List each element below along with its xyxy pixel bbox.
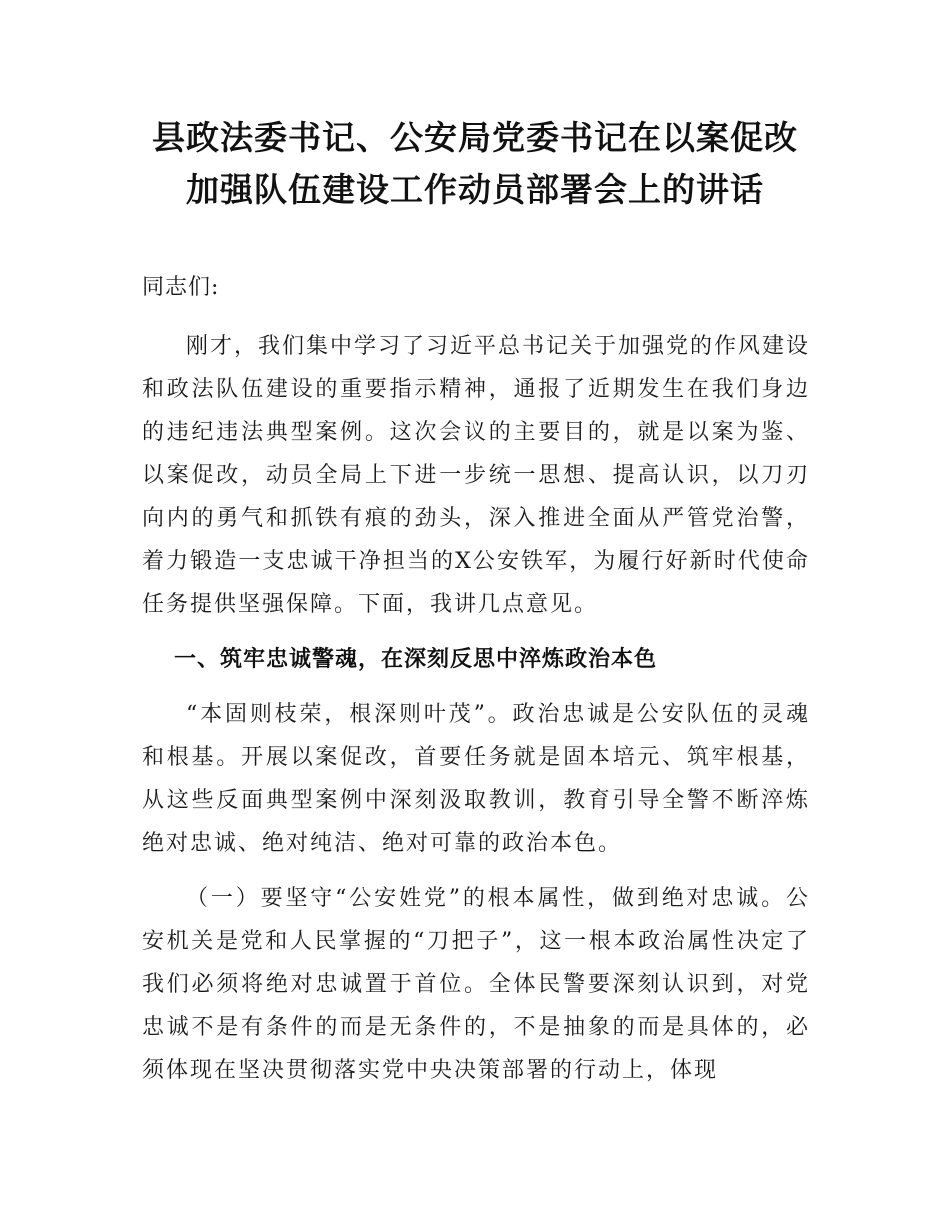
document-body — [142, 266, 810, 1092]
paragraph-gap — [142, 865, 810, 877]
title-line-1: 县政法委书记、公安局党委书记在以案促改 — [152, 118, 798, 157]
title-line-2: 加强队伍建设工作动员部署会上的讲话 — [186, 170, 764, 209]
section1-paragraph-2: （一）要坚守“公安姓党”的根本属性，做到绝对忠诚。公安机关是党和人民掌握的“刀把子”，这一根本政治属性决定了我们必须将绝对忠诚置于首位。全体民警要深刻认识到，对党忠诚不是有条件的而是无条件的，不是抽象的而是具体的，必须体现在坚决贯彻落实党中央决策部署的行动上，体现 — [142, 886, 810, 1083]
document-title — [0, 112, 950, 216]
salutation: 同志们: — [142, 275, 220, 300]
section1-paragraph-1: “本固则枝荣，根深则叶茂”。政治忠诚是公安队伍的灵魂和根基。开展以案促改，首要任务就是固本培元、筑牢根基，从这些反面典型案例中深刻汲取教训，教育引导全警不断淬炼绝对忠诚、绝对纯洁、绝对可靠的政治本色。 — [142, 702, 810, 856]
section-heading-1: 一、筑牢忠诚警魂，在深刻反思中淬炼政治本色 — [174, 647, 658, 672]
intro-paragraph: 刚才，我们集中学习了习近平总书记关于加强党的作风建设和政法队伍建设的重要指示精神，通报了近期发生在我们身边的违纪违法典型案例。这次会议的主要目的，就是以案为鉴、以案促改，动员全局上下进一步统一思想、提高认识，以刀刃向内的勇气和抓铁有痕的劲头，深入推进全面从严管党治警，着力锻造一支忠诚干净担当的X公安铁军，为履行好新时代使命任务提供坚强保障。下面，我讲几点意见。 — [142, 334, 811, 617]
